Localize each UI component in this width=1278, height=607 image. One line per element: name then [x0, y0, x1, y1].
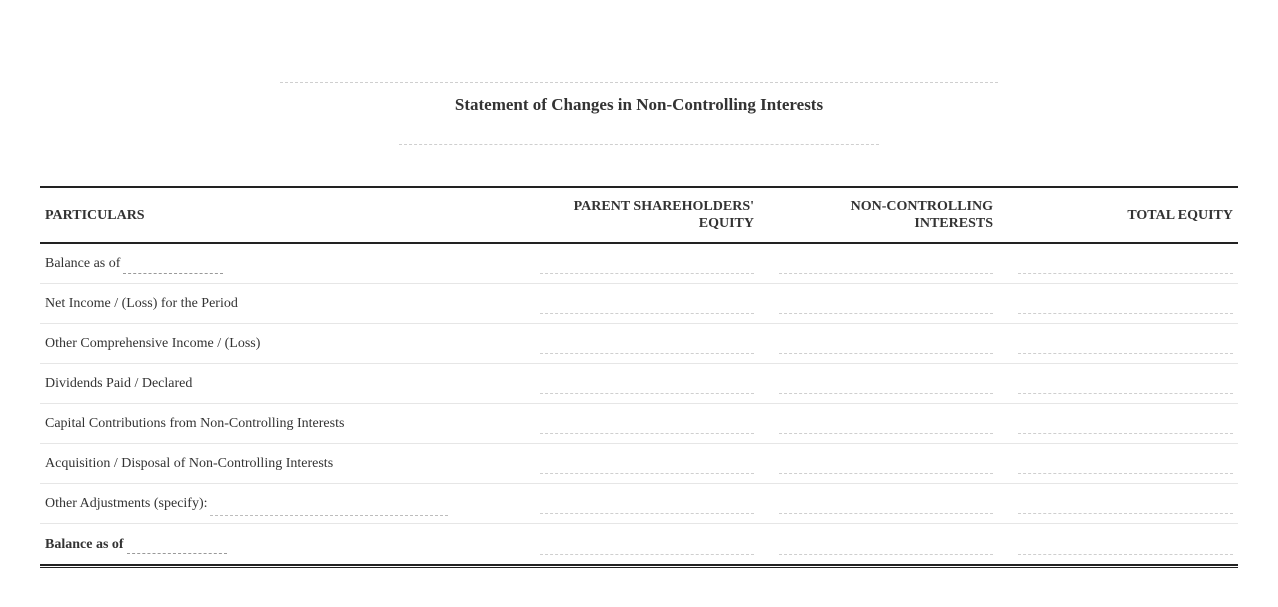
amount-blank-line [779, 554, 993, 555]
total-equity-cell[interactable] [998, 284, 1238, 323]
amount-blank-line [540, 393, 754, 394]
row-label: Dividends Paid / Declared [45, 376, 193, 391]
nci-cell[interactable] [759, 484, 998, 523]
header-nci [759, 198, 998, 232]
amount-blank-line [540, 473, 754, 474]
nci-cell[interactable] [759, 324, 998, 363]
header-particulars: PARTICULARS [45, 207, 145, 223]
row-label-cell [40, 444, 520, 483]
table-row-dividends [40, 364, 1238, 404]
header-parent-equity [520, 198, 759, 232]
header-parent-equity-line2: EQUITY [698, 216, 754, 231]
parent-equity-cell[interactable] [520, 404, 759, 443]
amount-blank-line [1018, 273, 1233, 274]
amount-blank-line [779, 433, 993, 434]
nci-cell[interactable] [759, 364, 998, 403]
table-row-closing-balance [40, 524, 1238, 564]
table-row-other-adjustments [40, 484, 1238, 524]
parent-equity-cell[interactable] [520, 364, 759, 403]
table-row-capital-contributions [40, 404, 1238, 444]
nci-cell[interactable] [759, 404, 998, 443]
opening-date-blank[interactable] [123, 259, 223, 274]
nci-statement-table [40, 186, 1238, 568]
amount-blank-line [779, 393, 993, 394]
nci-cell[interactable] [759, 524, 998, 564]
table-row-acquisition-disposal [40, 444, 1238, 484]
amount-blank-line [779, 353, 993, 354]
title-top-divider [280, 82, 998, 83]
header-nci-line2: INTERESTS [914, 216, 993, 231]
parent-equity-cell[interactable] [520, 444, 759, 483]
row-label: Other Adjustments (specify): [45, 496, 208, 511]
amount-blank-line [1018, 433, 1233, 434]
amount-blank-line [1018, 313, 1233, 314]
row-label: Capital Contributions from Non-Controlling Interests [45, 416, 345, 431]
row-label-cell [40, 404, 520, 443]
total-equity-cell[interactable] [998, 404, 1238, 443]
amount-blank-line [1018, 554, 1233, 555]
specify-blank[interactable] [210, 501, 448, 516]
document-title: Statement of Changes in Non-Controlling Interests [454, 95, 824, 114]
amount-blank-line [540, 513, 754, 514]
parent-equity-cell[interactable] [520, 524, 759, 564]
parent-equity-cell[interactable] [520, 484, 759, 523]
amount-blank-line [540, 353, 754, 354]
amount-blank-line [540, 554, 754, 555]
total-equity-cell[interactable] [998, 444, 1238, 483]
row-label-cell [40, 284, 520, 323]
parent-equity-cell[interactable] [520, 324, 759, 363]
total-equity-cell[interactable] [998, 244, 1238, 283]
row-label: Net Income / (Loss) for the Period [45, 296, 238, 311]
table-header [40, 186, 1238, 244]
amount-blank-line [779, 313, 993, 314]
row-label: Balance as of [45, 536, 124, 552]
amount-blank-line [540, 313, 754, 314]
row-label-cell [40, 244, 520, 283]
parent-equity-cell[interactable] [520, 284, 759, 323]
row-label-cell [40, 324, 520, 363]
table-row-oci [40, 324, 1238, 364]
header-total-equity: TOTAL EQUITY [1127, 207, 1233, 223]
nci-cell[interactable] [759, 284, 998, 323]
parent-equity-cell[interactable] [520, 244, 759, 283]
total-equity-cell[interactable] [998, 484, 1238, 523]
row-label-cell [40, 364, 520, 403]
row-label: Balance as of [45, 256, 121, 271]
amount-blank-line [779, 273, 993, 274]
amount-blank-line [779, 473, 993, 474]
amount-blank-line [779, 513, 993, 514]
row-label: Acquisition / Disposal of Non-Controlling Interests [45, 456, 334, 471]
title-bottom-divider [399, 144, 879, 145]
total-equity-cell[interactable] [998, 524, 1238, 564]
row-label-cell [40, 484, 520, 523]
nci-cell[interactable] [759, 244, 998, 283]
amount-blank-line [1018, 513, 1233, 514]
row-label: Other Comprehensive Income / (Loss) [45, 336, 261, 351]
amount-blank-line [1018, 393, 1233, 394]
amount-blank-line [540, 433, 754, 434]
closing-double-rule [40, 564, 1238, 568]
header-nci-line1: NON-CONTROLLING [850, 199, 993, 214]
header-parent-equity-line1: PARENT SHAREHOLDERS' [573, 199, 754, 214]
closing-date-blank[interactable] [127, 539, 227, 554]
table-row-opening-balance [40, 244, 1238, 284]
table-row-net-income [40, 284, 1238, 324]
total-equity-cell[interactable] [998, 364, 1238, 403]
total-equity-cell[interactable] [998, 324, 1238, 363]
amount-blank-line [540, 273, 754, 274]
nci-cell[interactable] [759, 444, 998, 483]
amount-blank-line [1018, 473, 1233, 474]
row-label-cell [40, 524, 520, 564]
amount-blank-line [1018, 353, 1233, 354]
